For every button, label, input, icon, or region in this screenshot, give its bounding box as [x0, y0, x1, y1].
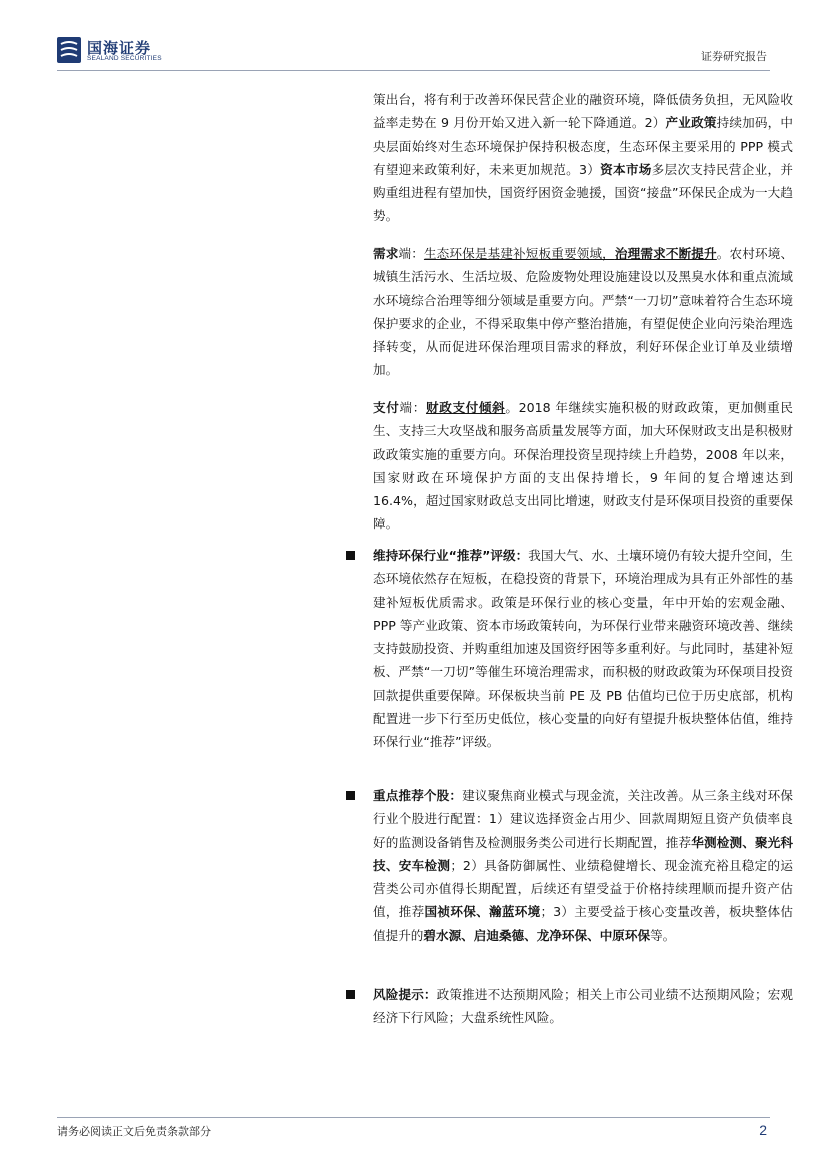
logo-chinese-name: 国海证券 — [87, 39, 152, 57]
bullet-rating — [346, 551, 355, 560]
text-run: 碧水源、启迪桑德、龙净环保、中原环保 — [423, 927, 651, 943]
text-run: 资本市场 — [600, 161, 652, 177]
text-run: 需求 — [373, 246, 399, 261]
text-run: 多层次支持民营企业，并购重组进程有望加快，国资纾困资金驰援，国资“接盘”环保民企成为一大趋势。 — [373, 161, 794, 224]
page-header — [0, 0, 827, 78]
text-run: 财政支付倾斜 — [425, 400, 506, 415]
text-run: 政策推进不达预期风险；相关上市公司业绩不达预期风险；宏观经济下行风险；大盘系统性风险。 — [373, 987, 794, 1026]
paragraph-demand — [373, 242, 793, 382]
text-run: 治理需求不断提升 — [614, 246, 717, 261]
footer-disclaimer: 请务必阅读正文后免责条款部分 — [57, 1125, 211, 1138]
text-run: 。2018 年继续实施积极的财政政策，更加侧重民生、支持三大攻坚战和服务高质量发展等方面，加大环保财政支出是积极财政政策实施的重要方向。环保治理投资呈现持续上升趋势，2008 年以来，国家财政在环境保护方面的支出保持增长，9 年间的复合增速达到 16.4%，超过国家财政总支出同比增速，财政支付是环保项目投资的重要保障。 — [373, 400, 794, 532]
bullet-risk — [346, 990, 355, 999]
text-run: 端： — [399, 400, 426, 415]
text-run: 维持环保行业“推荐”评级： — [373, 548, 529, 563]
footer-divider — [57, 1117, 770, 1118]
text-run: 等。 — [650, 927, 676, 943]
text-run: 端： — [398, 246, 424, 261]
paragraph-recommended-stocks — [373, 784, 793, 947]
text-run: 风险提示： — [373, 987, 437, 1002]
bullet-recommended-stocks — [346, 791, 355, 800]
text-run: 重点推荐个股： — [373, 788, 463, 803]
text-run: 持续加码，中央层面始终对生态环境保护保持积极态度，生态环保主要采用的 PPP 模式有望迎来政策利好，未来更加规范。3） — [373, 115, 794, 177]
text-run: 建议聚焦商业模式与现金流，关注改善。从三条主线对环保行业个股进行配置：1）建议选择资金占用少、回款周期短且资产负债率良好的监测设备销售及检测服务类公司进行长期配置，推荐 — [373, 788, 794, 850]
header-divider — [57, 70, 770, 71]
text-run: 华测检测、聚光科技、安车检测 — [373, 834, 794, 873]
sealand-logo-icon — [57, 37, 81, 63]
company-logo — [57, 37, 217, 67]
paragraph-rating — [373, 544, 793, 754]
page-number: 2 — [759, 1122, 767, 1138]
paragraph-payment — [373, 396, 793, 536]
text-run: 。农村环境、城镇生活污水、生活垃圾、危险废物处理设施建设以及黑臭水体和重点流域水环境综合治理等细分领域是重要方向。严禁“一刀切”意味着符合生态环境保护要求的企业，不得采取集中停产整治措施，有望促使企业向污染治理选择转变，从而促进环保治理项目需求的释放，利好环保企业订单及业绩增加。 — [373, 246, 794, 378]
paragraph-policy-continued — [373, 88, 793, 228]
paragraph-risk — [373, 983, 793, 1030]
logo-english-name: SEALAND SECURITIES — [87, 55, 162, 62]
text-run: ；3）主要受益于核心变量改善，板块整体估值提升的 — [373, 904, 794, 943]
report-type-label: 证券研究报告 — [701, 50, 767, 63]
text-run: 产业政策 — [665, 115, 717, 131]
text-run: 支付 — [373, 400, 400, 415]
text-run: ；2）具备防御属性、业绩稳健增长、现金流充裕且稳定的运营类公司亦值得长期配置，后续还有望受益于价格持续理顺而提升资产估值，推荐 — [373, 857, 794, 920]
text-run: 我国大气、水、土壤环境仍有较大提升空间，生态环境依然存在短板，在稳投资的背景下，环境治理成为具有正外部性的基建补短板优质需求。政策是环保行业的核心变量，年中开始的宏观金融、PPP 等产业政策、资本市场政策转向，为环保行业带来融资环境改善、继续支持鼓励投资、并购重组加速及国资纾困等多重利好。与此同时，基建补短板、严禁“一刀切”等催生环境治理需求，而积极的财政政策为环保项目投资回款提供重要保障。环保板块当前 PE 及 PB 估值均已位于历史底部，机构配置进一步下行至历史低位，核心变量的向好有望提升板块整体估值，维持环保行业“推荐”评级。 — [373, 548, 793, 750]
text-run: 策出台，将有利于改善环保民营企业的融资环境，降低债务负担，无风险收益率走势在 9 月份开始又进入新一轮下降通道。2） — [373, 92, 793, 131]
text-run: 生态环保是基建补短板重要领域， — [423, 246, 615, 261]
text-run: 国祯环保、瀚蓝环境 — [424, 904, 541, 920]
